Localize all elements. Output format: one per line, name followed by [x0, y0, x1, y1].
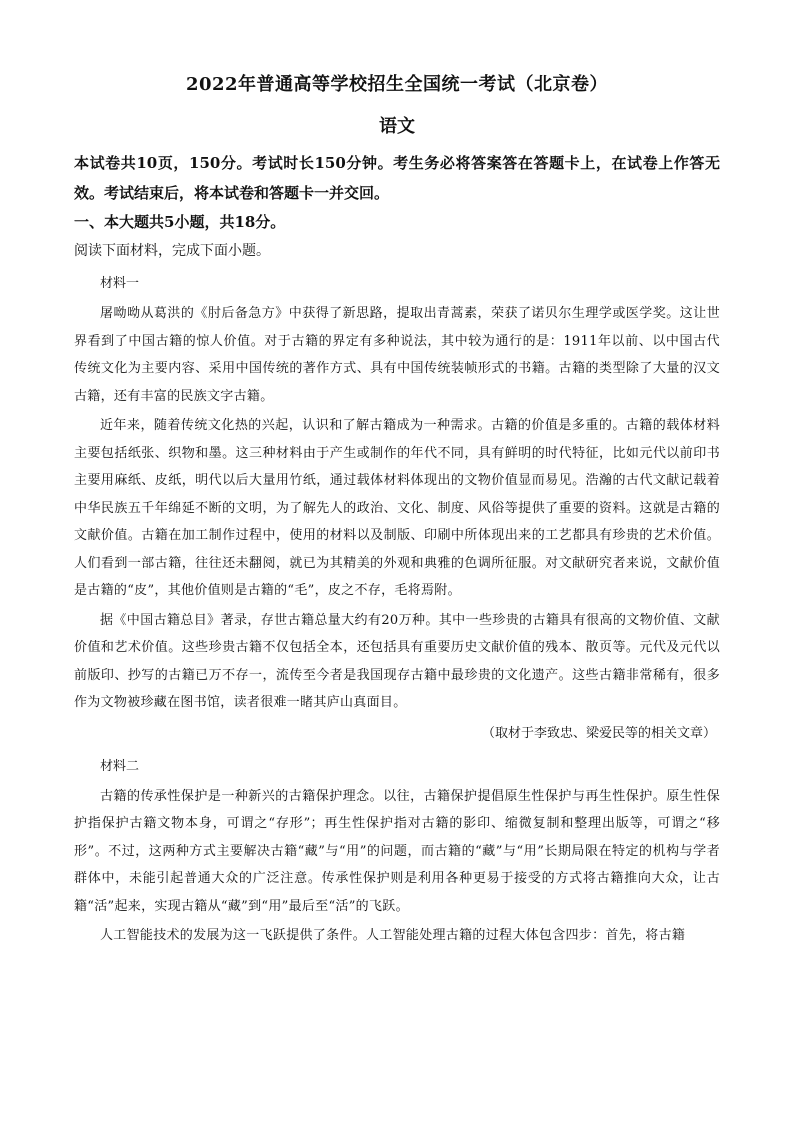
section-heading: 一、本大题共5小题，共18分。 — [74, 213, 286, 231]
material-two-label: 材料二 — [100, 758, 140, 774]
material-one-paragraph: 近年来，随着传统文化热的兴起，认识和了解古籍成为一种需求。古籍的价值是多重的。古籍的载体材料主要包括纸张、织物和墨。这三种材料由于产生或制作的年代不同，具有鲜明的时代特征，比如元代以前印书主要用麻纸、皮纸，明代以后大量用竹纸，通过载体材料体现出的文物价值显而易见。浩瀚的古代文献记载着中华民族五千年绵延不断的文明，为了解先人的政治、文化、制度、风俗等提供了重要的资料。这就是古籍的文献价值。古籍在加工制作过程中，使用的材料以及制版、印刷中所体现出来的工艺都具有珍贵的艺术价值。人们看到一部古籍，往往还未翻阅，就已为其精美的外观和典雅的色调所征服。对文献研究者来说，文献价值是古籍的“皮”，其他价值则是古籍的“毛”，皮之不存，毛将焉附。 — [74, 418, 720, 598]
material-one-label: 材料一 — [100, 276, 140, 291]
reading-directive: 阅读下面材料，完成下面小题。 — [74, 243, 270, 259]
exam-title: 2022年普通高等学校招生全国统一考试（北京卷） — [185, 74, 609, 95]
material-one-paragraph: 屠呦呦从葛洪的《肘后备急方》中获得了新思路，提取出青蒿素，荣获了诺贝尔生理学或医学奖。这让世界看到了中国古籍的惊人价值。对于古籍的界定有多种说法，其中较为通行的是：1911年以前、以中国古代传统文化为主要内容、采用中国传统的著作方式、具有中国传统装帧形式的书籍。古籍的类型除了大量的汉文古籍，还有丰富的民族文字古籍。 — [74, 306, 720, 404]
subject-title: 语文 — [379, 116, 415, 137]
material-one-paragraph: 据《中国古籍总目》著录，存世古籍总量大约有20万种。其中一些珍贵的古籍具有很高的文物价值、文献价值和艺术价值。这些珍贵古籍不仅包括全本，还包括具有重要历史文献价值的残本、散页等。元代及元代以前版印、抄写的古籍已万不存一，流传至今者是我国现存古籍中最珍贵的文化遗产。这些古籍非常稀有，很多作为文物被珍藏在图书馆，读者很难一睹其庐山真面目。 — [74, 612, 720, 710]
material-one-source: （取材于李致忠、梁爱民等的相关文章） — [481, 725, 716, 741]
material-two-paragraph: 人工智能技术的发展为这一飞跃提供了条件。人工智能处理古籍的过程大体包含四步：首先，将古籍 — [100, 928, 686, 943]
exam-instructions: 本试卷共10页，150分。考试时长150分钟。考生务必将答案答在答题卡上，在试卷上作答无效。考试结束后，将本试卷和答题卡一并交回。 — [74, 154, 720, 202]
material-two-paragraph: 古籍的传承性保护是一种新兴的古籍保护理念。以往，古籍保护提倡原生性保护与再生性保护。原生性保护指保护古籍文物本身，可谓之“存形”；再生性保护指对古籍的影印、缩微复制和整理出版等，可谓之“移形”。不过，这两种方式主要解决古籍“藏”与“用”的问题，而古籍的“藏”与“用”长期局限在特定的机构与学者群体中，未能引起普通大众的广泛注意。传承性保护则是利用各种更易于接受的方式将古籍推向大众，让古籍“活”起来，实现古籍从“藏”到“用”最后至“活”的飞跃。 — [74, 788, 720, 914]
